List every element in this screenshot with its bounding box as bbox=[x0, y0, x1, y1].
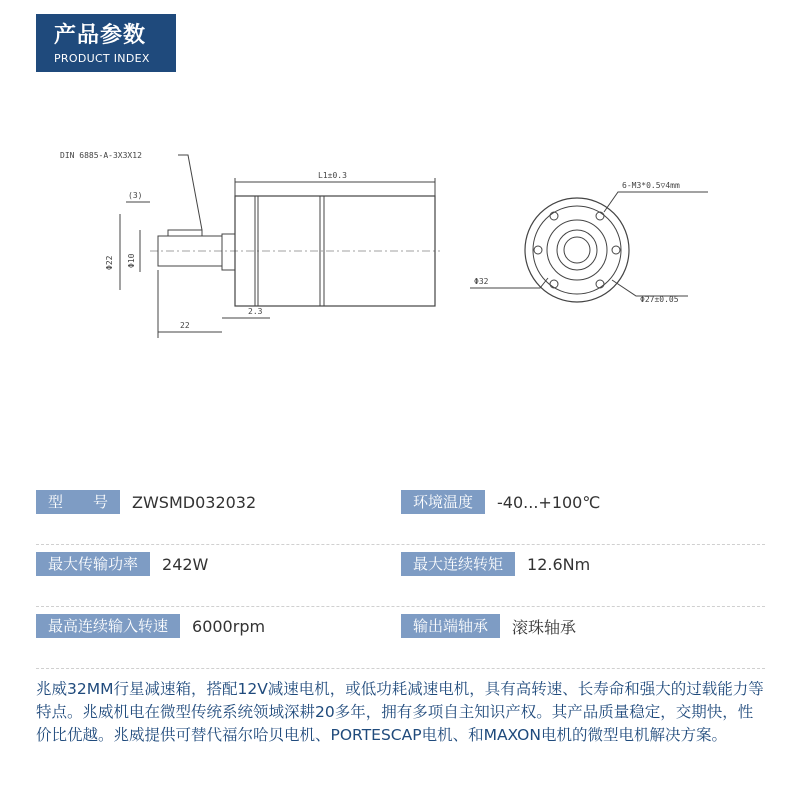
spec-label: 输出端轴承 bbox=[401, 614, 500, 638]
spec-label: 最高连续输入转速 bbox=[36, 614, 180, 638]
dia27-leader bbox=[612, 280, 688, 296]
label-dia10: Φ10 bbox=[127, 253, 136, 268]
mount-hole-4 bbox=[596, 280, 604, 288]
drawing-svg bbox=[0, 120, 790, 360]
spec-value: ZWSMD032032 bbox=[132, 492, 257, 512]
spec-max-torque bbox=[401, 552, 590, 576]
din-leader bbox=[178, 155, 202, 230]
product-description: 兆威32MM行星减速箱，搭配12V减速电机，或低功耗减速电机，具有高转速、长寿命和强大的过载能力等特点。兆威机电在微型传统系统领域深耕20多年，拥有多项自主知识产权。其产品质量稳定，交期快，性价比优越。兆威提供可替代福尔哈贝电机、PORTESCAP电机、和MAXON电机的微型电机解决方案。 bbox=[36, 680, 764, 744]
thread-leader bbox=[604, 192, 708, 212]
spec-label: 最大连续转矩 bbox=[401, 552, 515, 576]
shaft-key bbox=[168, 230, 202, 236]
spec-label: 型 号 bbox=[36, 490, 120, 514]
spec-max-power bbox=[36, 552, 208, 576]
spec-output-bearing bbox=[401, 614, 576, 638]
spec-row-2 bbox=[36, 542, 765, 607]
spec-value: 6000rpm bbox=[192, 616, 266, 636]
spec-model bbox=[36, 490, 256, 514]
section-subtitle: PRODUCT INDEX bbox=[54, 52, 150, 65]
mount-hole-6 bbox=[534, 246, 542, 254]
technical-drawing bbox=[0, 120, 790, 360]
spec-value: -40...+100℃ bbox=[497, 492, 601, 512]
spec-max-input-speed bbox=[36, 614, 265, 638]
label-dia27: Φ27±0.05 bbox=[640, 295, 679, 304]
label-len2-3: 2.3 bbox=[248, 307, 263, 316]
label-din: DIN 6885-A-3X3X12 bbox=[60, 151, 142, 160]
label-dia22-left: Φ22 bbox=[105, 255, 114, 270]
label-dia32: Φ32 bbox=[474, 277, 489, 286]
mount-hole-1 bbox=[550, 212, 558, 220]
spec-ambient-temp bbox=[401, 490, 600, 514]
front-bore-circle bbox=[564, 237, 590, 263]
spec-value: 242W bbox=[162, 554, 209, 574]
section-title: 产品参数 bbox=[54, 23, 147, 48]
label-three: (3) bbox=[128, 191, 143, 200]
spec-row-1 bbox=[36, 480, 765, 545]
section-header bbox=[36, 14, 176, 72]
mount-hole-2 bbox=[596, 212, 604, 220]
spec-label: 最大传输功率 bbox=[36, 552, 150, 576]
front-shaft-circle bbox=[557, 230, 597, 270]
flange-outline bbox=[222, 234, 235, 270]
front-outer-circle bbox=[525, 198, 629, 302]
spec-label: 环境温度 bbox=[401, 490, 485, 514]
spec-row-3 bbox=[36, 604, 765, 669]
mount-hole-3 bbox=[612, 246, 620, 254]
spec-value: 滚珠轴承 bbox=[512, 617, 577, 637]
label-length: L1±0.3 bbox=[318, 171, 347, 180]
spec-value: 12.6Nm bbox=[527, 554, 591, 574]
mount-hole-5 bbox=[550, 280, 558, 288]
label-thread: 6-M3*0.5▽4mm bbox=[622, 181, 680, 190]
label-len22: 22 bbox=[180, 321, 190, 330]
front-pilot-circle bbox=[547, 220, 607, 280]
